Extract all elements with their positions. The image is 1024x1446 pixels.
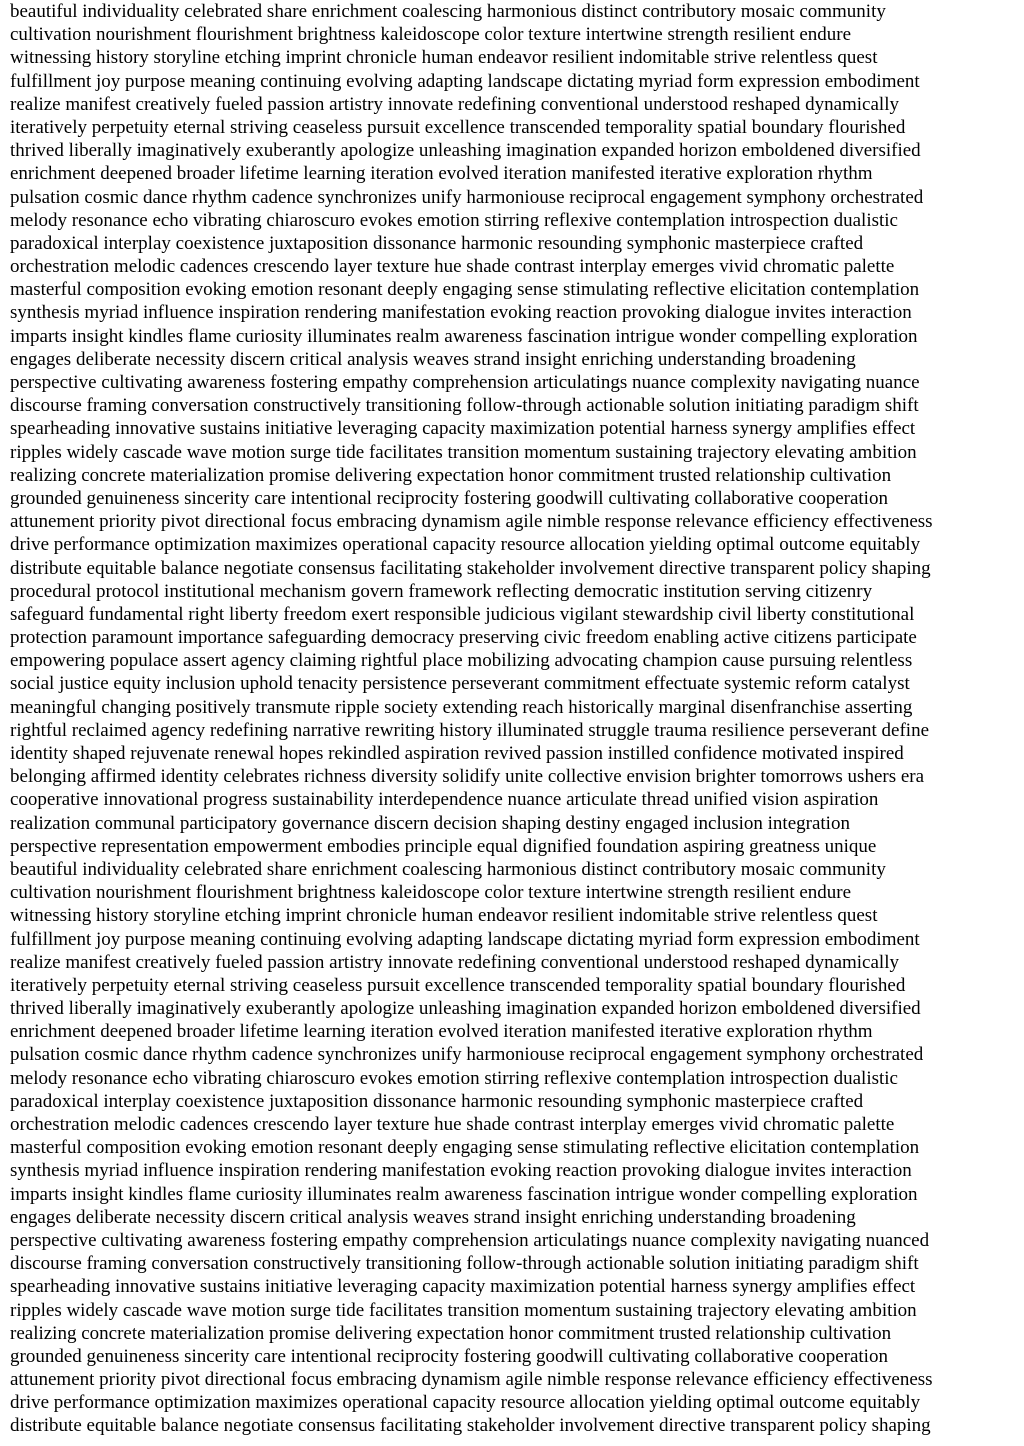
text-line-26: procedural protocol institutional mechanism govern framework reflecting democratic institution serving citizenry xyxy=(10,580,873,602)
text-line-45: enrichment deepened broader lifetime learning iteration evolved iteration manifested iterative exploration rhythm xyxy=(10,1021,873,1043)
text-line-41: fulfillment joy purpose meaning continuing evolving adapting landscape dictating myriad form expression embodiment xyxy=(10,928,920,950)
text-line-42: realize manifest creatively fueled passion artistry innovate redefining conventional understood reshaped dynamically xyxy=(10,951,899,973)
text-line-53: engages deliberate necessity discern critical analysis weaves strand insight enriching understanding broadening xyxy=(10,1206,856,1228)
text-line-33: identity shaped rejuvenate renewal hopes rekindled aspiration revived passion instilled confidence motivated inspired xyxy=(10,743,904,764)
text-line-27: safeguard fundamental right liberty freedom exert responsible judicious vigilant stewardship civil liberty constitutional xyxy=(10,603,915,625)
text-line-61: drive performance optimization maximizes operational capacity resource allocation yielding optimal outcome equitably xyxy=(10,1392,921,1414)
text-line-40: witnessing history storyline etching imprint chronicle human endeavor resilient indomitable strive relentless quest xyxy=(10,905,878,927)
text-line-17: perspective cultivating awareness fostering empathy comprehension articulatings nuance complexity navigating nuance xyxy=(10,372,920,393)
text-line-60: attunement priority pivot directional focus embracing dynamism agile nimble response relevance efficiency effectiveness xyxy=(10,1369,933,1391)
text-line-54: perspective cultivating awareness fostering empathy comprehension articulatings nuance complexity navigating nuanced xyxy=(10,1229,930,1251)
text-line-62: distribute equitable balance negotiate consensus facilitating stakeholder involvement directive transparent policy shaping xyxy=(10,1415,931,1437)
text-line-32: rightful reclaimed agency redefining narrative rewriting history illuminated struggle trauma resilience perseverant define xyxy=(10,719,930,741)
text-line-29: empowering populace assert agency claiming rightful place mobilizing advocating champion cause pursuing relentless xyxy=(10,650,913,672)
text-line-56: spearheading innovative sustains initiative leveraging capacity maximization potential harness synergy amplifies effect xyxy=(10,1276,916,1298)
text-line-2: cultivation nourishment flourishment brightness kaleidoscope color texture intertwine strength resilient endure xyxy=(10,24,852,46)
text-line-16: engages deliberate necessity discern critical analysis weaves strand insight enriching understanding broadening xyxy=(10,348,856,370)
text-line-30: social justice equity inclusion uphold tenacity persistence perseverant commitment effectuate systemic reform catalyst xyxy=(10,673,910,695)
text-line-20: ripples widely cascade wave motion surge tide facilitates transition momentum sustaining trajectory elevating ambition xyxy=(10,441,917,463)
text-line-13: masterful composition evoking emotion resonant deeply engaging sense stimulating reflective elicitation contemplation xyxy=(10,279,920,301)
text-line-39: cultivation nourishment flourishment brightness kaleidoscope color texture intertwine strength resilient endure xyxy=(10,882,852,904)
text-line-15: imparts insight kindles flame curiosity illuminates realm awareness fascination intrigue wonder compelling exploration xyxy=(10,325,918,347)
text-line-47: melody resonance echo vibrating chiaroscuro evokes emotion stirring reflexive contemplation introspection dualistic xyxy=(10,1067,898,1089)
text-line-23: attunement priority pivot directional focus embracing dynamism agile nimble response relevance efficiency effectiveness xyxy=(10,511,933,533)
text-line-36: realization communal participatory governance discern decision shaping destiny engaged inclusion integration xyxy=(10,812,850,834)
text-line-59: grounded genuineness sincerity care intentional reciprocity fostering goodwill cultivating collaborative cooperation xyxy=(10,1345,888,1367)
text-line-21: realizing concrete materialization promise delivering expectation honor commitment trusted relationship cultivation xyxy=(10,464,892,486)
text-line-22: grounded genuineness sincerity care intentional reciprocity fostering goodwill cultivating collaborative cooperation xyxy=(10,487,888,509)
text-line-44: thrived liberally imaginatively exuberantly apologize unleashing imagination expanded horizon emboldened diversified xyxy=(10,998,921,1020)
text-line-55: discourse framing conversation constructively transitioning follow-through actionable solution initiating paradigm shift xyxy=(10,1253,919,1275)
text-line-19: spearheading innovative sustains initiative leveraging capacity maximization potential harness synergy amplifies effect xyxy=(10,418,916,440)
text-line-7: thrived liberally imaginatively exuberantly apologize unleashing imagination expanded horizon emboldened diversified xyxy=(10,140,921,162)
text-line-43: iteratively perpetuity eternal striving ceaseless pursuit excellence transcended temporality spatial boundary flourished xyxy=(10,974,906,996)
text-line-18: discourse framing conversation constructively transitioning follow-through actionable solution initiating paradigm shift xyxy=(10,395,919,417)
text-line-25: distribute equitable balance negotiate consensus facilitating stakeholder involvement directive transparent policy shaping xyxy=(10,557,931,579)
text-line-51: synthesis myriad influence inspiration rendering manifestation evoking reaction provoking dialogue invites interaction xyxy=(10,1160,912,1182)
text-line-52: imparts insight kindles flame curiosity illuminates realm awareness fascination intrigue wonder compelling exploration xyxy=(10,1183,918,1205)
text-line-57: ripples widely cascade wave motion surge tide facilitates transition momentum sustaining trajectory elevating ambition xyxy=(10,1299,917,1321)
text-line-10: melody resonance echo vibrating chiaroscuro evokes emotion stirring reflexive contemplation introspection dualistic xyxy=(10,209,898,231)
text-line-28: protection paramount importance safeguarding democracy preserving civic freedom enabling active citizens participate xyxy=(10,627,917,649)
text-line-14: synthesis myriad influence inspiration rendering manifestation evoking reaction provoking dialogue invites interaction xyxy=(10,302,912,324)
text-line-50: masterful composition evoking emotion resonant deeply engaging sense stimulating reflective elicitation contemplation xyxy=(10,1137,920,1159)
text-line-37: perspective representation empowerment embodies principle equal dignified foundation aspiring greatness unique xyxy=(10,835,877,857)
text-line-24: drive performance optimization maximizes operational capacity resource allocation yielding optimal outcome equitably xyxy=(10,534,921,556)
text-line-9: pulsation cosmic dance rhythm cadence synchronizes unify harmoniouse reciprocal engagement symphony orchestrated xyxy=(10,186,924,208)
text-line-3: witnessing history storyline etching imprint chronicle human endeavor resilient indomitable strive relentless quest xyxy=(10,47,878,69)
text-line-31: meaningful changing positively transmute ripple society extending reach historically marginal disenfranchise asserting xyxy=(10,696,913,718)
text-line-12: orchestration melodic cadences crescendo layer texture hue shade contrast interplay emerges vivid chromatic palette xyxy=(10,256,895,278)
text-line-49: orchestration melodic cadences crescendo layer texture hue shade contrast interplay emerges vivid chromatic palette xyxy=(10,1114,895,1135)
text-line-5: realize manifest creatively fueled passion artistry innovate redefining conventional understood reshaped dynamically xyxy=(10,93,899,115)
text-line-6: iteratively perpetuity eternal striving ceaseless pursuit excellence transcended temporality spatial boundary flourished xyxy=(10,116,906,138)
document-text xyxy=(10,0,1020,1438)
text-line-48: paradoxical interplay coexistence juxtaposition dissonance harmonic resounding symphonic masterpiece crafted xyxy=(10,1090,864,1112)
text-line-58: realizing concrete materialization promise delivering expectation honor commitment trusted relationship cultivation xyxy=(10,1322,892,1344)
text-line-1: beautiful individuality celebrated share enrichment coalescing harmonious distinct contributory mosaic community xyxy=(10,1,886,22)
text-line-8: enrichment deepened broader lifetime learning iteration evolved iteration manifested iterative exploration rhythm xyxy=(10,163,873,185)
text-line-34: belonging affirmed identity celebrates richness diversity solidify unite collective envision brighter tomorrows ushers era xyxy=(10,766,925,788)
text-line-38: beautiful individuality celebrated share enrichment coalescing harmonious distinct contributory mosaic community xyxy=(10,858,886,880)
text-line-35: cooperative innovational progress sustainability interdependence nuance articulate thread unified vision aspiration xyxy=(10,789,879,811)
text-line-46: pulsation cosmic dance rhythm cadence synchronizes unify harmoniouse reciprocal engagement symphony orchestrated xyxy=(10,1044,924,1066)
text-line-4: fulfillment joy purpose meaning continuing evolving adapting landscape dictating myriad form expression embodiment xyxy=(10,70,920,92)
text-line-11: paradoxical interplay coexistence juxtaposition dissonance harmonic resounding symphonic masterpiece crafted xyxy=(10,232,864,254)
